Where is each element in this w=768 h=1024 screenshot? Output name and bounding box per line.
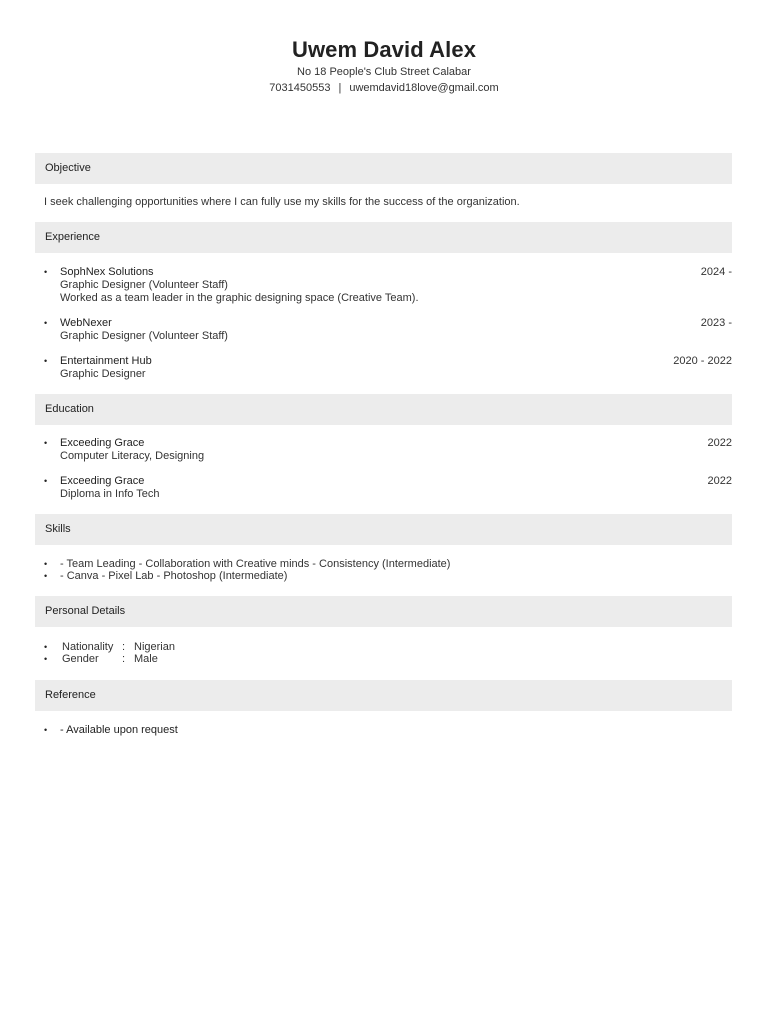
candidate-name: Uwem David Alex — [291, 37, 477, 62]
resume-header — [0, 36, 768, 96]
personal-detail-item — [44, 641, 175, 653]
job-role: Graphic Designer (Volunteer Staff) — [60, 330, 228, 342]
company-name: Entertainment Hub — [60, 355, 152, 367]
skill-text: - Team Leading - Collaboration with Creative minds - Consistency (Intermediate) — [60, 558, 451, 570]
bullet: • — [44, 654, 48, 664]
personal-detail-item — [44, 653, 158, 665]
section-header-objective: Objective — [35, 153, 732, 184]
job-dates: 2024 - — [700, 266, 732, 278]
skill-item — [44, 570, 287, 582]
job-dates: 2020 - 2022 — [673, 355, 732, 367]
contact-line — [0, 80, 768, 96]
company-name: WebNexer — [60, 317, 112, 329]
reference-text: - Available upon request — [60, 724, 178, 736]
school-name: Exceeding Grace — [60, 437, 145, 449]
bullet: • — [44, 356, 48, 366]
education-entry-body — [60, 437, 204, 463]
skill-item — [44, 558, 450, 570]
section-header-reference: Reference — [35, 680, 732, 711]
reference-item — [44, 724, 178, 736]
bullet: • — [44, 318, 48, 328]
bullet: • — [44, 476, 48, 486]
section-header-skills: Skills — [35, 514, 732, 545]
experience-entry-body — [60, 317, 228, 343]
section-header-personal-details: Personal Details — [35, 596, 732, 627]
bullet: • — [44, 438, 48, 448]
job-dates: 2023 - — [700, 317, 732, 329]
objective-text: I seek challenging opportunities where I can fully use my skills for the success of the organization. — [44, 196, 520, 208]
detail-value: Nigerian — [134, 641, 175, 653]
course-name: Diploma in Info Tech — [60, 488, 160, 500]
course-name: Computer Literacy, Designing — [60, 450, 205, 462]
bullet: • — [44, 559, 48, 569]
detail-colon: : — [122, 641, 126, 653]
bullet: • — [44, 571, 48, 581]
job-role: Graphic Designer — [60, 368, 146, 380]
job-role: Graphic Designer (Volunteer Staff) — [60, 279, 228, 291]
bullet: • — [44, 642, 48, 652]
email-address: uwemdavid18love@gmail.com — [349, 82, 499, 94]
experience-entry-body — [60, 266, 419, 305]
detail-label: Nationality — [62, 641, 114, 653]
contact-separator: | — [338, 82, 342, 94]
school-name: Exceeding Grace — [60, 475, 145, 487]
company-name: SophNex Solutions — [60, 266, 154, 278]
detail-label: Gender — [62, 653, 99, 665]
bullet: • — [44, 725, 48, 735]
phone-number: 7031450553 — [269, 82, 331, 94]
education-year: 2022 — [707, 475, 732, 487]
education-entry-body — [60, 475, 159, 501]
experience-entry-body — [60, 355, 152, 381]
section-header-experience: Experience — [35, 222, 732, 253]
detail-value: Male — [134, 653, 158, 665]
skill-text: - Canva - Pixel Lab - Photoshop (Intermediate) — [60, 570, 288, 582]
section-header-education: Education — [35, 394, 732, 425]
job-description: Worked as a team leader in the graphic designing space (Creative Team). — [60, 292, 419, 304]
bullet: • — [44, 267, 48, 277]
detail-colon: : — [122, 653, 126, 665]
education-year: 2022 — [707, 437, 732, 449]
candidate-address: No 18 People's Club Street Calabar — [297, 66, 471, 78]
